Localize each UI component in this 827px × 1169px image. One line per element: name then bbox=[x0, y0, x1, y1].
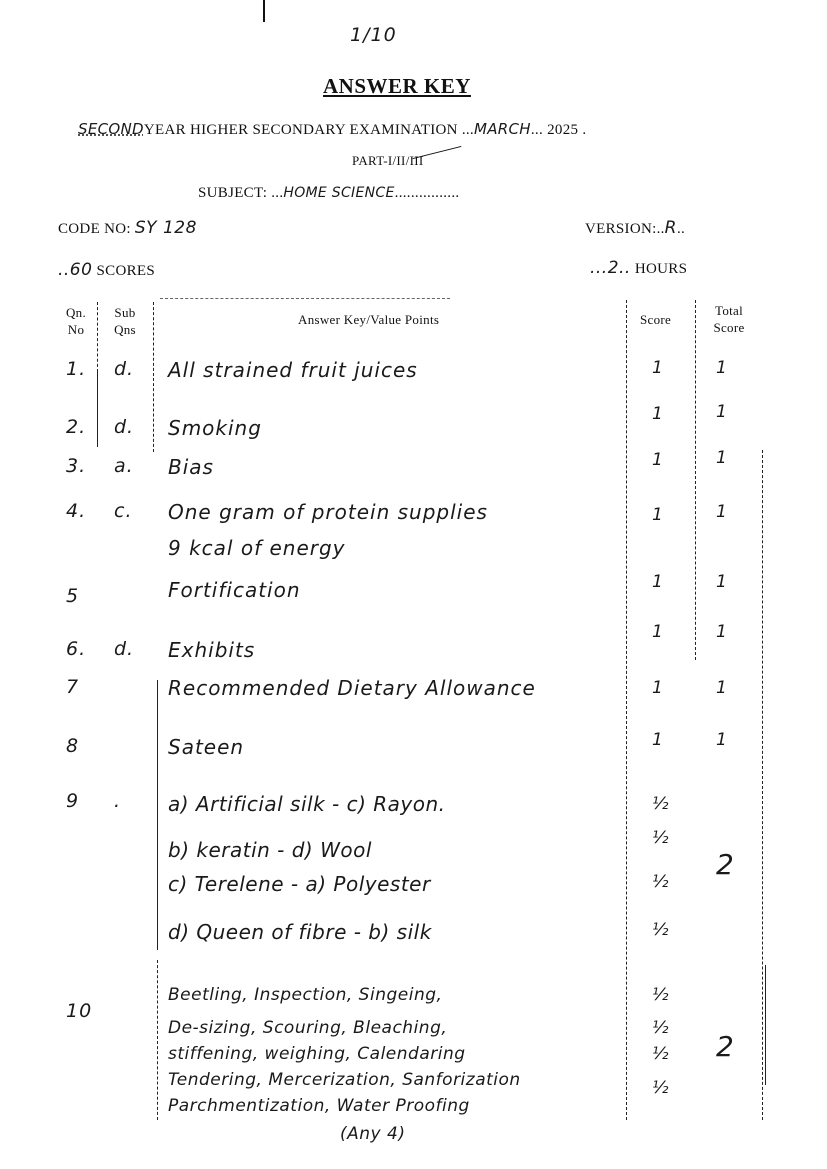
answer-line: stiffening, weighing, Calendaring bbox=[168, 1044, 466, 1064]
answer-line: 9 kcal of energy bbox=[168, 536, 346, 560]
total-score: 2 bbox=[716, 1030, 734, 1063]
question-number: 6. bbox=[66, 638, 87, 660]
answer-line: Parchmentization, Water Proofing bbox=[168, 1096, 470, 1116]
score-value: ½ bbox=[652, 1018, 669, 1038]
column-divider bbox=[765, 965, 766, 1085]
sub-question: c. bbox=[114, 500, 133, 522]
code-label: CODE NO: bbox=[58, 221, 131, 237]
total-score: 1 bbox=[716, 358, 728, 378]
score-value: 1 bbox=[652, 404, 664, 424]
total-score: 2 bbox=[716, 848, 734, 881]
score-value: 1 bbox=[652, 572, 664, 592]
exam-year: 2025 . bbox=[547, 122, 587, 138]
answer-line: Sateen bbox=[168, 735, 245, 759]
header-score: Score bbox=[640, 312, 672, 327]
dots: ... bbox=[530, 122, 544, 138]
total-score: 1 bbox=[716, 572, 728, 592]
column-divider bbox=[157, 680, 158, 950]
scan-mark bbox=[263, 0, 265, 22]
total-score: 1 bbox=[716, 730, 728, 750]
answer-line: One gram of protein supplies bbox=[168, 500, 488, 524]
exam-year-handwritten: SECOND bbox=[78, 120, 144, 138]
answer-line: De-sizing, Scouring, Bleaching, bbox=[168, 1018, 448, 1038]
column-divider bbox=[695, 300, 696, 660]
sub-question: a. bbox=[114, 455, 134, 477]
total-score: 1 bbox=[716, 502, 728, 522]
score-value: 1 bbox=[652, 622, 664, 642]
answer-line: (Any 4) bbox=[340, 1124, 406, 1144]
exam-month: MARCH bbox=[473, 120, 531, 138]
score-value: 1 bbox=[652, 730, 664, 750]
scores-line bbox=[58, 260, 155, 280]
score-value: ½ bbox=[652, 794, 669, 814]
hours-value: ...2.. bbox=[590, 258, 631, 278]
answer-line: d) Queen of fibre - b) silk bbox=[168, 920, 432, 944]
dots: .. bbox=[676, 221, 686, 237]
header-total: Total Score bbox=[713, 303, 745, 335]
dots: ................ bbox=[394, 185, 460, 201]
subject-value: HOME SCIENCE bbox=[283, 185, 395, 201]
score-value: 1 bbox=[652, 358, 664, 378]
column-divider bbox=[97, 302, 98, 372]
score-value: 1 bbox=[652, 450, 664, 470]
scores-value: ..60 bbox=[58, 260, 93, 280]
question-number: 7 bbox=[66, 676, 80, 698]
answer-line: Exhibits bbox=[168, 638, 256, 662]
answer-line: c) Terelene - a) Polyester bbox=[168, 872, 431, 896]
score-value: ½ bbox=[652, 1044, 669, 1064]
sub-question: d. bbox=[114, 638, 135, 660]
subject-label: SUBJECT: ... bbox=[198, 185, 284, 201]
column-divider bbox=[157, 960, 158, 1120]
answer-line: Smoking bbox=[168, 416, 262, 440]
answer-line: b) keratin - d) Wool bbox=[168, 838, 372, 862]
question-number: 8 bbox=[66, 735, 80, 757]
score-value: ½ bbox=[652, 872, 669, 892]
total-score: 1 bbox=[716, 622, 728, 642]
answer-line: Recommended Dietary Allowance bbox=[168, 676, 536, 700]
answer-line: Tendering, Mercerization, Sanforization bbox=[168, 1070, 521, 1090]
column-divider bbox=[153, 302, 154, 452]
page-number: 1/10 bbox=[350, 24, 397, 46]
answer-line: a) Artificial silk - c) Rayon. bbox=[168, 792, 446, 816]
answer-line: Bias bbox=[168, 455, 214, 479]
subject-line bbox=[198, 185, 459, 202]
score-value: ½ bbox=[652, 985, 669, 1005]
score-value: ½ bbox=[652, 828, 669, 848]
sub-question: d. bbox=[114, 358, 135, 380]
total-score: 1 bbox=[716, 678, 728, 698]
total-score: 1 bbox=[716, 402, 728, 422]
scores-label: SCORES bbox=[96, 263, 156, 279]
question-number: 3. bbox=[66, 455, 87, 477]
question-number: 10 bbox=[66, 1000, 93, 1022]
header-answer: Answer Key/Value Points bbox=[298, 312, 440, 327]
page-title: ANSWER KEY bbox=[323, 74, 471, 98]
answer-line: All strained fruit juices bbox=[168, 358, 418, 382]
score-value: ½ bbox=[652, 1078, 669, 1098]
question-number: 9 bbox=[66, 790, 80, 812]
score-value: ½ bbox=[652, 920, 669, 940]
code-line bbox=[58, 218, 197, 238]
question-number: 5 bbox=[66, 585, 80, 607]
version-value: R bbox=[664, 218, 677, 238]
exam-line bbox=[78, 120, 586, 139]
question-number: 1. bbox=[66, 358, 87, 380]
question-number: 2. bbox=[66, 416, 87, 438]
version-label: VERSION:.. bbox=[585, 221, 665, 237]
code-value: SY 128 bbox=[134, 218, 197, 238]
hours-label: HOURS bbox=[634, 261, 688, 277]
answer-line: Beetling, Inspection, Singeing, bbox=[168, 985, 443, 1005]
column-divider bbox=[762, 450, 763, 1120]
hours-line bbox=[590, 258, 687, 278]
score-value: 1 bbox=[652, 678, 664, 698]
version-line bbox=[585, 218, 685, 238]
score-value: 1 bbox=[652, 505, 664, 525]
part-label: PART-I/II/III bbox=[352, 153, 424, 168]
sub-question: . bbox=[114, 790, 122, 812]
divider bbox=[160, 298, 450, 299]
header-qn: Qn. No bbox=[65, 305, 87, 337]
exam-printed: YEAR HIGHER SECONDARY EXAMINATION ... bbox=[143, 122, 474, 138]
total-score: 1 bbox=[716, 448, 728, 468]
sub-question: d. bbox=[114, 416, 135, 438]
column-divider bbox=[626, 300, 627, 1120]
question-number: 4. bbox=[66, 500, 87, 522]
answer-line: Fortification bbox=[168, 578, 301, 602]
column-divider bbox=[97, 372, 98, 447]
header-sub: Sub Qns bbox=[114, 305, 136, 337]
